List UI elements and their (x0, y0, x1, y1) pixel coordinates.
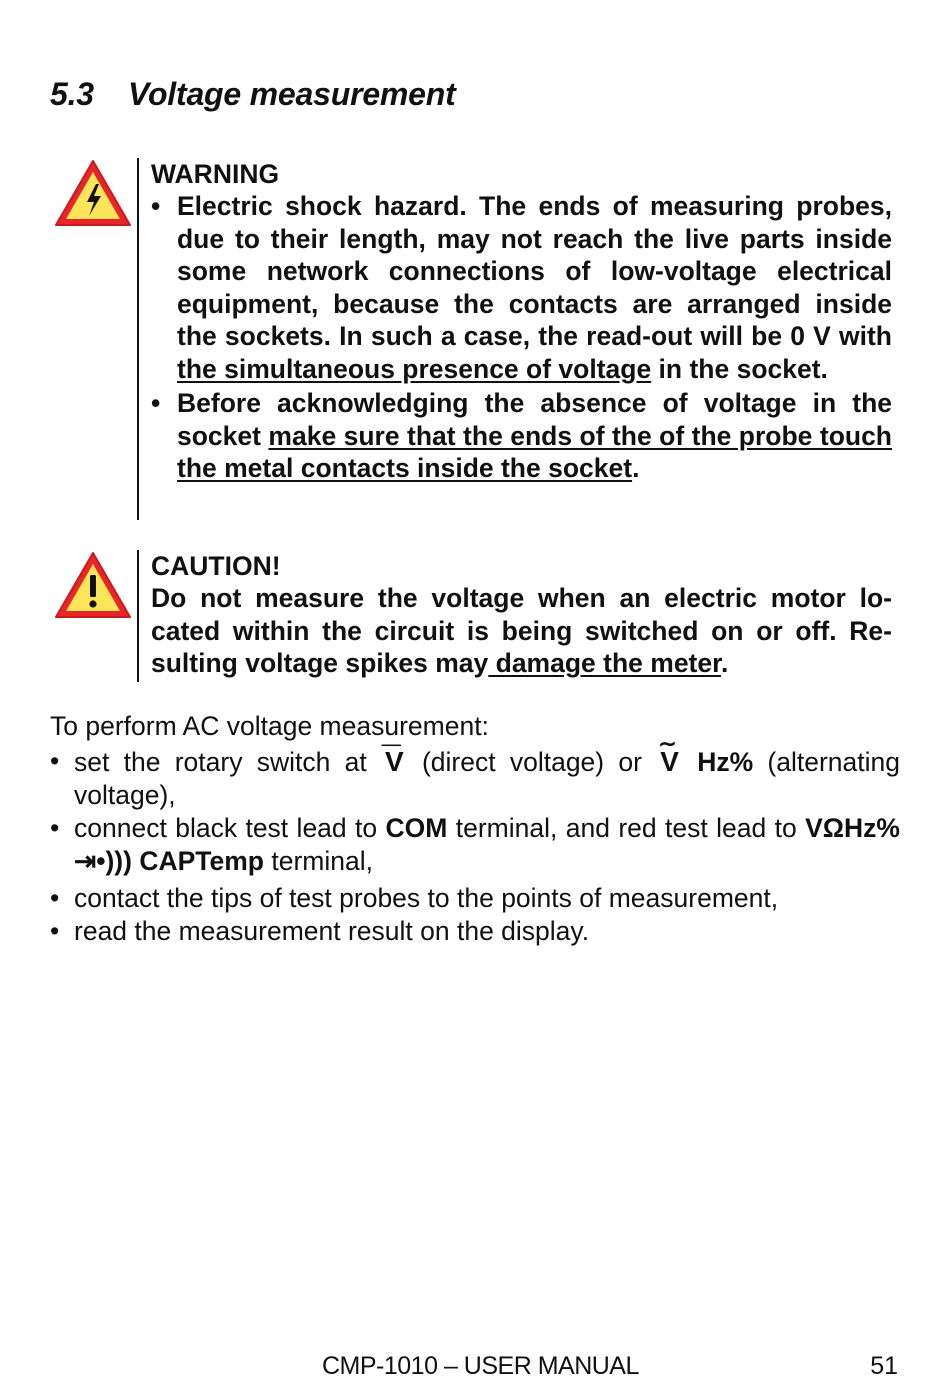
list-item: • set the rotary switch at −−− V (direct voltage) or ∼ V Hz% (alternating voltage), (50, 745, 900, 812)
warning-notice (50, 158, 900, 520)
warning-title: WARNING (151, 159, 280, 189)
caution-title: CAUTION! (151, 551, 281, 581)
list-item: • connect black test lead to COM terminal, and red test lead to VΩHz% ⇥•))) CAPTemp terminal, (50, 812, 900, 878)
list-item: • contact the tips of test probes to the points of measurement, (50, 882, 900, 915)
list-item: • Electric shock hazard. The ends of measuring probes, due to their length, may not reach the live parts inside some network connections of low-voltage electrical equipment, because the contacts are arranged inside the sockets. In such a case, the read-out will be 0 V with the simultaneous presence of voltage in the socket. (151, 190, 892, 385)
terminal-label: VΩHz% (805, 813, 900, 843)
list-item: • read the measurement result on the display. (50, 915, 900, 948)
document-name: CMP-1010 – USER MANUAL (322, 1352, 639, 1380)
procedure-intro: To perform AC voltage measurement: (50, 711, 489, 741)
warning-divider (137, 158, 139, 520)
section-title: Voltage measurement (128, 76, 456, 112)
section-number: 5.3 (50, 76, 94, 112)
procedure (50, 710, 900, 948)
dc-voltage-symbol: −−− V (381, 745, 408, 778)
exclamation-warning-icon (54, 550, 132, 620)
procedure-steps (50, 745, 900, 948)
page-number: 51 (870, 1352, 898, 1380)
diode-continuity-icon: ⇥•))) (74, 846, 132, 876)
caution-notice (50, 550, 900, 682)
caution-text: Do not measure the voltage when an electric motor lo-cated within the circuit is being switched on or off. Re-sulting voltage spikes may damage the meter. (151, 583, 892, 678)
warning-list (151, 190, 892, 485)
electric-shock-warning-icon (54, 158, 132, 228)
list-item: • Before acknowledging the absence of voltage in the socket make sure that the ends of the of the probe touch the metal contacts inside the socket. (151, 387, 892, 485)
ac-voltage-symbol: ∼ V (656, 745, 683, 778)
section-heading (50, 76, 456, 113)
caution-divider (137, 550, 139, 682)
